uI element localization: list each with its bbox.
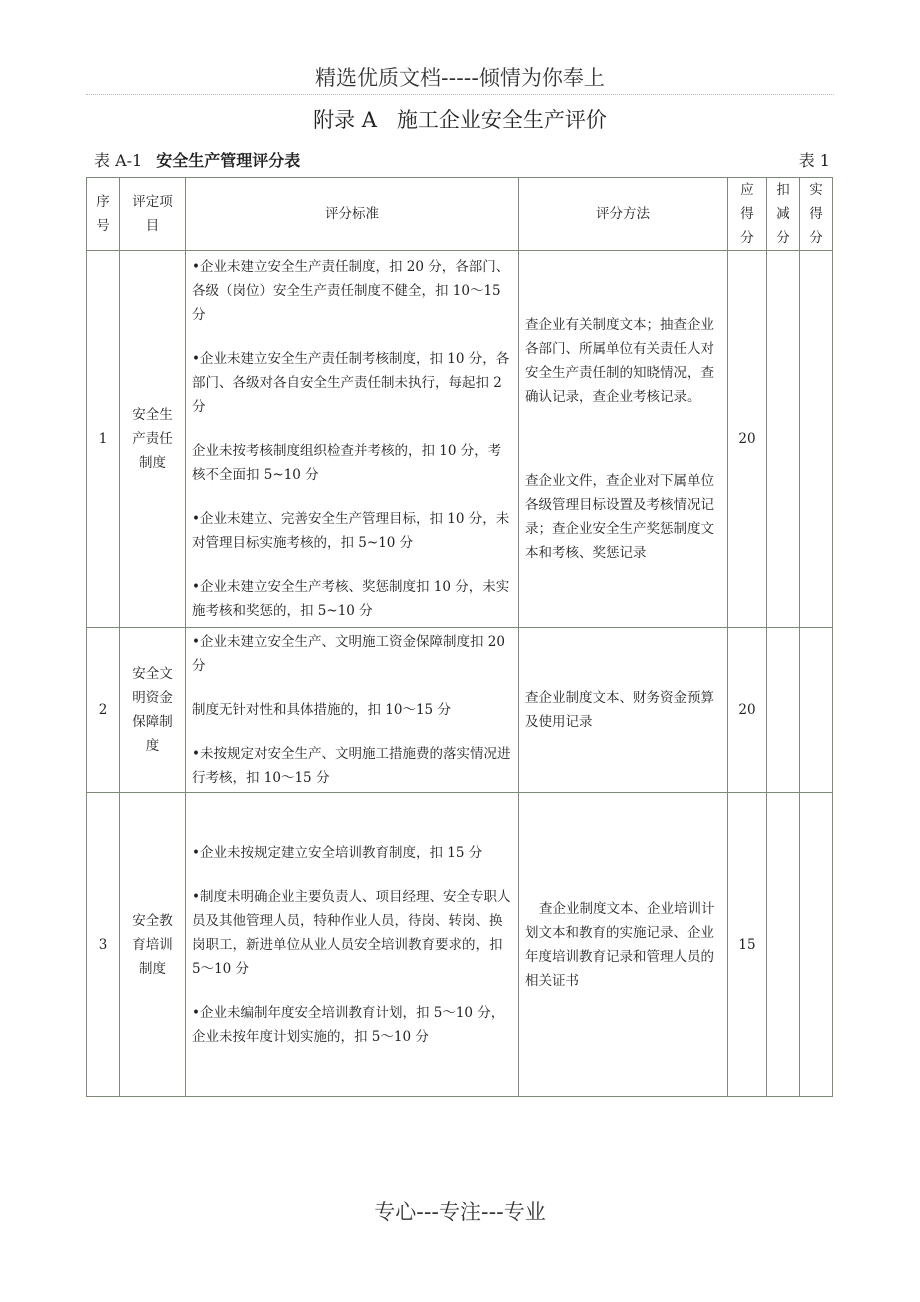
row-deduct [767,251,800,628]
row-criteria [186,251,519,628]
col-deduct: 扣减分 [767,178,800,251]
table-caption [94,148,300,171]
document-title [0,104,920,134]
table-label-right: 表 1 [798,151,830,170]
col-due: 应得分 [728,178,767,251]
criterion: •企业未建立安全生产考核、奖惩制度扣 10 分，未实施考核和奖惩的，扣 5~10 分 [192,579,510,619]
criterion: •企业未建立安全生产责任制考核制度，扣 10 分，各部门、各级对各自安全生产责任制未执行，每起扣 2 分 [192,351,510,415]
criterion: •企业未建立、完善安全生产管理目标，扣 10 分，未对管理目标实施考核的，扣 5~10 分 [192,511,510,551]
row-actual [800,628,833,793]
col-no: 序号 [87,178,120,251]
col-criteria: 评分标准 [186,178,519,251]
row-no: 2 [87,628,120,793]
method: 查企业制度文本、企业培训计划文本和教育的实施记录、企业年度培训教育记录和管理人员的相关证书 [525,900,715,989]
row-item: 安全教育培训制度 [120,793,186,1097]
criterion: •制度未明确企业主要负责人、项目经理、安全专职人员及其他管理人员，特种作业人员，待岗、转岗、换岗职工，新进单位从业人员安全培训教育要求的，扣 5～10 分 [192,888,511,977]
page-header: 精选优质文档-----倾情为你奉上 [315,66,605,90]
row-deduct [767,628,800,793]
table-row [87,628,833,793]
row-method [519,628,728,793]
row-deduct [767,793,800,1097]
row-criteria [186,628,519,793]
criterion: •企业未建立安全生产责任制度，扣 20 分，各部门、各级（岗位）安全生产责任制度不健全，扣 10～15 分 [192,259,510,323]
row-item: 安全生产责任制度 [120,251,186,628]
row-due: 20 [728,628,767,793]
appendix-label: 附录 A [313,108,377,132]
method: 查企业有关制度文本；抽查企业各部门、所属单位有关责任人对安全生产责任制的知晓情况，查确认记录，查企业考核记录。 [525,317,714,405]
criterion: •企业未建立安全生产、文明施工资金保障制度扣 20 分 [192,634,505,674]
criterion: •未按规定对安全生产、文明施工措施费的落实情况进行考核，扣 10～15 分 [192,746,511,786]
row-method [519,251,728,628]
row-actual [800,251,833,628]
page-footer: 专心---专注---专业 [374,1200,546,1224]
criterion: 制度无针对性和具体措施的，扣 10～15 分 [192,702,451,718]
criterion: •企业未按规定建立安全培训教育制度，扣 15 分 [192,844,483,861]
scoring-table [86,177,833,1097]
row-actual [800,793,833,1097]
criterion: 企业未按考核制度组织检查并考核的，扣 10 分，考核不全面扣 5~10 分 [192,443,502,483]
row-due: 20 [728,251,767,628]
col-item: 评定项目 [120,178,186,251]
row-due: 15 [728,793,767,1097]
col-method: 评分方法 [519,178,728,251]
table-number: 表 A-1 [94,151,143,170]
table-row [87,251,833,628]
appendix-name: 施工企业安全生产评价 [396,108,607,132]
criterion: •企业未编制年度安全培训教育计划，扣 5～10 分，企业未按年度计划实施的，扣 5～10 分 [192,1004,505,1045]
row-criteria [186,793,519,1097]
col-actual: 实得分 [800,178,833,251]
row-no: 3 [87,793,120,1097]
table-header-row [87,178,833,251]
row-method [519,793,728,1097]
table-row [87,793,833,1097]
method: 查企业文件，查企业对下属单位各级管理目标设置及考核情况记录；查企业安全生产奖惩制度文本和考核、奖惩记录 [525,473,714,561]
row-no: 1 [87,251,120,628]
row-item: 安全文明资金保障制度 [120,628,186,793]
header-divider [86,94,834,95]
table-name: 安全生产管理评分表 [156,151,301,170]
method: 查企业制度文本、财务资金预算及使用记录 [525,690,714,730]
